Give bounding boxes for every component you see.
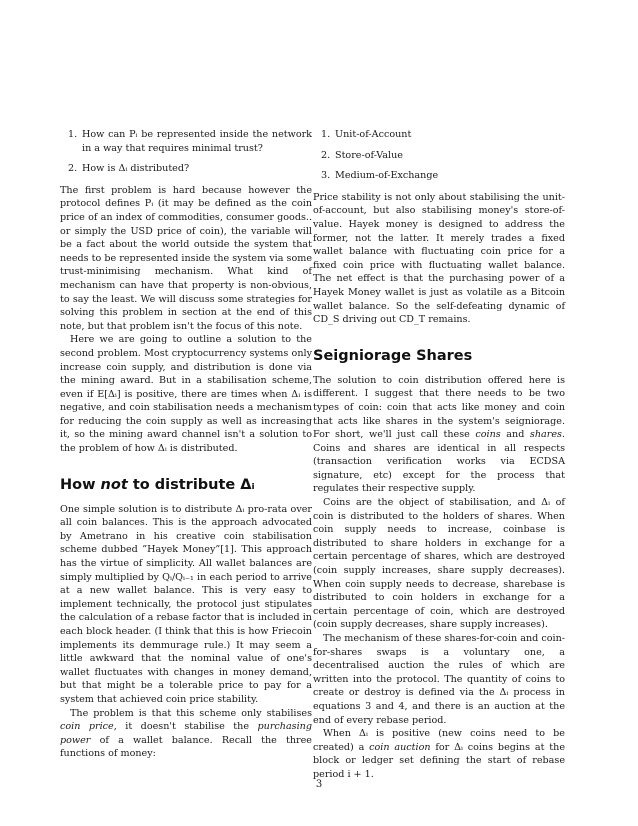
left-column: [60, 128, 312, 761]
page-number: 3: [315, 779, 323, 790]
right-column: [313, 128, 565, 782]
paragraph: Here we are going to outline a solution to the second problem. Most cryptocurrency systems only increase coin supply, and distribution is done via the mining award. But in a stabilisation scheme, even if E[Δᵢ] is positive, there are times when Δᵢ is negative, and coin stabilisation needs a mechanism for reducing the coin supply as well as increasing it, so the mining award channel isn't a solution to the problem of how Δᵢ is distributed.: [60, 334, 312, 455]
question-list: [60, 128, 312, 176]
paragraph: The solution to coin distribution offered here is different. I suggest that there needs to be two types of coin: coin that acts like money and coin that acts like shares in the system's seigniorage. For short, we'll just call these coins and shares. Coins and shares are identical in all respects (transaction verification works via ECDSA signature, etc) except for the process that regulates their respective supply.: [313, 374, 565, 495]
functions-list: [313, 128, 565, 183]
paragraph: Price stability is not only about stabilising the unit-of-account, but also stabilising money's store-of-value. Hayek money is designed to address the former, not the latter. It merely trades a fixed wallet balance with fluctuating coin price for a fixed coin price with fluctuating wallet balance. The net effect is that the purchasing power of a Hayek Money wallet is just as volatile as a Bitcoin wallet balance. So the self-defeating dynamic of CD_S driving out CD_T remains.: [313, 191, 565, 326]
paragraph: When Δᵢ is positive (new coins need to be created) a coin auction for Δᵢ coins begins at the block or ledger set defining the start of rebase period i + 1.: [313, 728, 565, 780]
paragraph: The first problem is hard because however the protocol defines Pᵢ (it may be defined as the coin price of an index of commodities, consumer goods.. or simply the USD price of coin), the variable will be a fact about the world outside the system that needs to be represented inside the system via some trust-minimising mechanism. What kind of mechanism can have that property is non-obvious, to say the least. We will discuss some strategies for solving this problem in section at the end of this note, but that problem isn't the focus of this note.: [60, 184, 312, 332]
paragraph: One simple solution is to distribute Δᵢ pro-rata over all coin balances. This is the approach advocated by Ametrano in his creative coin stabilisation scheme dubbed ”Hayek Money”[1]. This approach has the virtue of simplicity. All wallet balances are simply multiplied by Qᵢ/Qᵢ₋₁ in each period to arrive at a new wallet balance. This is very easy to implement technically, the protocol just stipulates the calculation of a rebase factor that is included in each block header. (I think that this is how Friecoin implements its demmurage rule.) It may seem a little awkward that the nominal value of one's wallet fluctuates with changes in money demand, but that might be a tolerable price to pay for a system that achieved coin price stability.: [60, 503, 312, 705]
list-item: 1. Unit-of-Account: [321, 129, 412, 140]
list-item: 3. Medium-of-Exchange: [321, 170, 439, 182]
list-item: 1. How can Pᵢ be represented inside the network in a way that requires minimal trust?: [68, 129, 312, 154]
list-item: 2. Store-of-Value: [321, 149, 403, 161]
paragraph: The mechanism of these shares-for-coin and coin-for-shares swaps is a voluntary one, a decentralised auction the rules of which are written into the protocol. The quantity of coins to create or destroy is defined via the Δᵢ process in equations 3 and 4, and there is an auction at the end of every rebase period.: [313, 633, 565, 726]
paragraph: The problem is that this scheme only stabilises coin price, it doesn't stabilise the purchasing power of a wallet balance. Recall the three functions of money:: [60, 707, 312, 760]
list-item: 2. How is Δᵢ distributed?: [68, 163, 190, 175]
paragraph: Coins are the object of stabilisation, and Δᵢ of coin is distributed to the holders of shares. When coin supply needs to increase, coinbase is distributed to share holders in exchange for a certain percentage of shares, which are destroyed (coin supply increases, share supply decreases). When coin supply needs to decrease, sharebase is distributed to coin holders in exchange for a certain percentage of coin, which are destroyed (coin supply decreases, share supply increases).: [313, 497, 565, 631]
section-heading: Seigniorage Shares: [313, 347, 473, 364]
section-heading: How not to distribute Δᵢ: [60, 476, 255, 493]
